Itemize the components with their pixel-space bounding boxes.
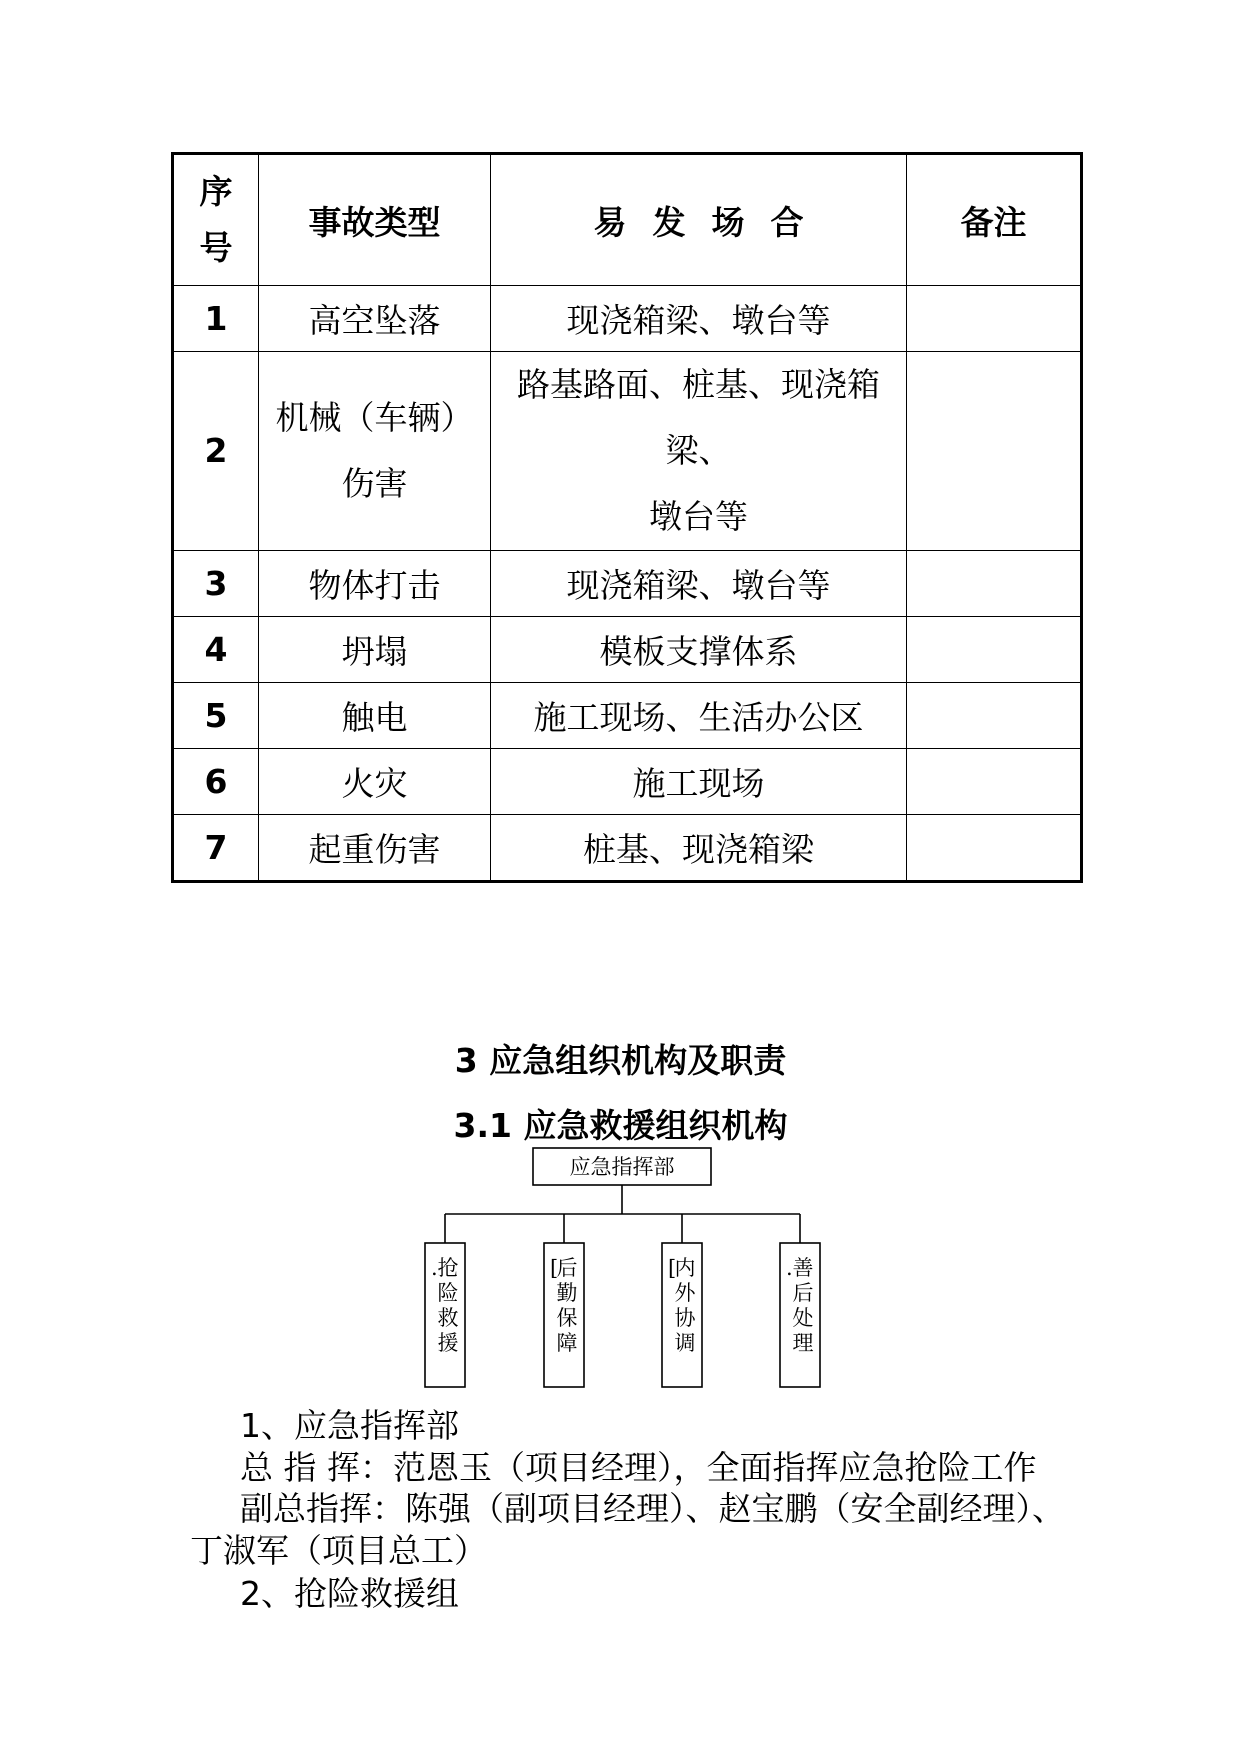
header-accident-type: 事故类型: [259, 154, 491, 286]
section-subheading: 3.1 应急救援组织机构: [453, 1106, 788, 1145]
org-child-label-char: 外: [674, 1281, 696, 1305]
section-heading: 3 应急组织机构及职责: [454, 1041, 787, 1080]
cell-accident-type-text: 坍塌: [341, 632, 408, 671]
org-child-label-char: 后: [556, 1256, 578, 1280]
cell-accident-type-text: 火灾: [341, 764, 408, 803]
cell-no-text: 7: [204, 828, 228, 867]
cell-place-text: 现浇箱梁、墩台等: [566, 566, 831, 605]
cell-no-text: 6: [204, 762, 228, 801]
cell-place-text: 现浇箱梁、墩台等: [566, 301, 831, 340]
cell-no-text: 4: [204, 630, 228, 669]
cell-place-text: 桩基、现浇箱梁: [583, 830, 814, 869]
cell-accident-type-text: 起重伤害: [308, 830, 441, 869]
org-child-label-char: 救: [437, 1306, 459, 1330]
body-line-5: 2、抢险救援组: [240, 1574, 459, 1613]
cell-accident-type-text: 伤害: [341, 464, 408, 503]
org-child-label-char: 后: [792, 1281, 814, 1305]
cell-accident-type-text: 触电: [341, 698, 408, 737]
cell-no-text: 3: [204, 564, 228, 603]
org-child-prefix: .: [786, 1256, 793, 1280]
body-line-4: 丁淑军（项目总工）: [190, 1531, 487, 1570]
cell-accident-type-text: 机械（车辆）: [275, 398, 474, 437]
org-child-label-char: 障: [556, 1331, 578, 1355]
org-child-prefix: [: [550, 1256, 559, 1280]
cell-no-text: 5: [204, 696, 228, 735]
body-line-1: 1、应急指挥部: [240, 1406, 459, 1445]
header-place: 易发场合: [491, 154, 907, 286]
org-child-label-char: 内: [674, 1256, 696, 1280]
header-seq: 序 号: [173, 154, 259, 286]
cell-place-text: 施工现场: [632, 764, 765, 803]
cell-place-text: 模板支撑体系: [599, 632, 798, 671]
cell-no-text: 2: [204, 431, 228, 470]
header-note: 备注: [907, 154, 1082, 286]
org-child-label-char: 勤: [556, 1281, 578, 1305]
org-child-label-char: 援: [437, 1331, 459, 1355]
org-child-prefix: [: [668, 1256, 677, 1280]
body-line-3: 副总指挥：陈强（副项目经理）、赵宝鹏（安全副经理）、: [240, 1489, 1065, 1528]
org-child-label-char: 保: [556, 1306, 578, 1330]
org-child-prefix: .: [431, 1256, 438, 1280]
cell-accident-type-text: 物体打击: [308, 566, 441, 605]
org-child-label-char: 理: [792, 1331, 814, 1355]
org-child-label-char: 险: [437, 1281, 459, 1305]
cell-place-text: 墩台等: [649, 497, 748, 536]
org-root-label: 应急指挥部: [569, 1155, 675, 1179]
org-child-label-char: 善: [792, 1256, 814, 1280]
cell-no-text: 1: [204, 299, 228, 338]
cell-place-text: 路基路面、桩基、现浇箱梁、: [517, 365, 880, 470]
org-child-label-char: 协: [674, 1306, 696, 1330]
cell-place-text: 施工现场、生活办公区: [533, 698, 864, 737]
org-child-label-char: 调: [674, 1331, 696, 1355]
body-line-2: 总 指 挥：范恩玉（项目经理），全面指挥应急抢险工作: [240, 1448, 1037, 1487]
org-child-label-char: 处: [792, 1306, 814, 1330]
cell-accident-type-text: 高空坠落: [308, 301, 441, 340]
org-child-label-char: 抢: [437, 1256, 459, 1280]
